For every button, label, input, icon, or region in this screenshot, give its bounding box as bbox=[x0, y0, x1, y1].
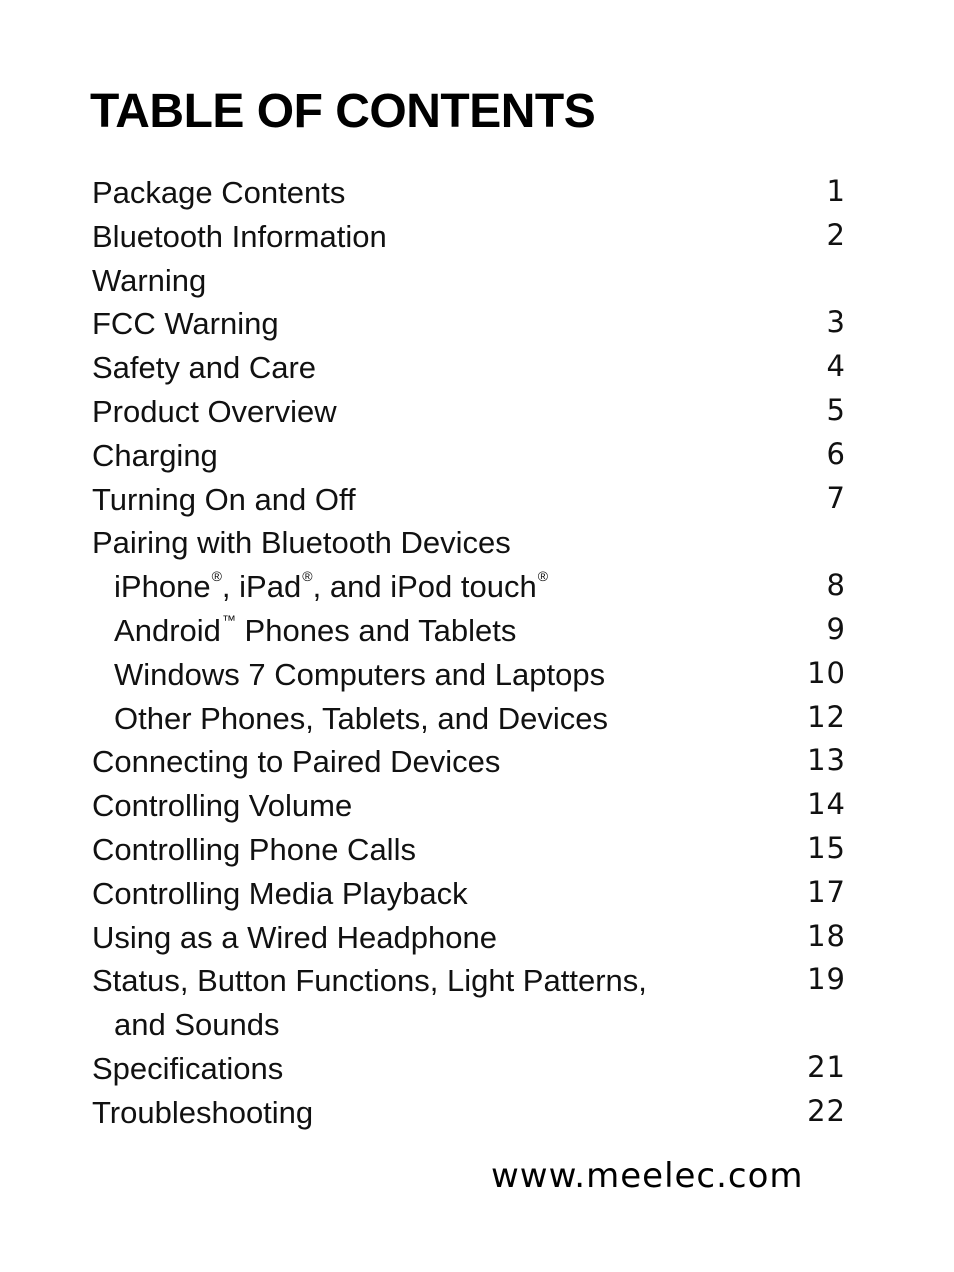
toc-entry-label: Other Phones, Tablets, and Devices bbox=[114, 700, 608, 736]
toc-entry-label: Android™ Phones and Tablets bbox=[114, 611, 517, 648]
toc-entry-label: Windows 7 Computers and Laptops bbox=[114, 656, 606, 692]
toc-entry bbox=[92, 390, 862, 434]
toc-entry-label: Controlling Phone Calls bbox=[92, 831, 416, 867]
toc-entry bbox=[92, 171, 862, 215]
toc-entry-page-number: 5 bbox=[826, 392, 846, 427]
toc-entry-page-number: 10 bbox=[807, 655, 846, 690]
registered-trademark-mark: ® bbox=[211, 568, 222, 585]
toc-entry-label: Product Overview bbox=[92, 393, 337, 429]
toc-entry bbox=[92, 434, 862, 478]
toc-entry bbox=[92, 1047, 862, 1091]
toc-entry-label: Status, Button Functions, Light Patterns, bbox=[92, 963, 647, 999]
toc-entry-label: Pairing with Bluetooth Devices bbox=[92, 525, 511, 561]
toc-entry bbox=[92, 653, 862, 697]
toc-entry-page-number: 19 bbox=[807, 962, 846, 997]
toc-entry-label: Specifications bbox=[92, 1050, 284, 1086]
toc-entry-page-number: 6 bbox=[826, 436, 846, 471]
toc-entry-page-number: 8 bbox=[826, 568, 846, 603]
toc-entry-label: Safety and Care bbox=[92, 350, 317, 386]
toc-entry-label: Turning On and Off bbox=[92, 481, 356, 517]
toc-entry bbox=[92, 959, 862, 1003]
toc-entry-page-number: 12 bbox=[807, 699, 846, 734]
toc-entry bbox=[92, 346, 862, 390]
toc-entry-label: Controlling Volume bbox=[92, 788, 353, 824]
toc-entry bbox=[92, 697, 862, 741]
toc-entry bbox=[92, 1003, 862, 1047]
toc-entry bbox=[92, 828, 862, 872]
toc-entry-label: Warning bbox=[92, 262, 207, 298]
toc-entry-page-number: 2 bbox=[826, 217, 846, 252]
toc-entry-label: iPhone®, iPad®, and iPod touch® bbox=[114, 568, 549, 605]
toc-entry-label: Troubleshooting bbox=[92, 1094, 314, 1130]
toc-entry-page-number: 15 bbox=[807, 830, 846, 865]
toc-entry bbox=[92, 565, 862, 609]
page-title: TABLE OF CONTENTS bbox=[90, 85, 596, 138]
toc-entry-page-number: 1 bbox=[826, 174, 846, 208]
table-of-contents bbox=[92, 171, 862, 1135]
toc-entry bbox=[92, 740, 862, 784]
toc-entry-page-number: 18 bbox=[807, 918, 846, 953]
toc-entry bbox=[92, 1091, 862, 1135]
toc-entry-page-number: 13 bbox=[807, 743, 846, 778]
toc-entry bbox=[92, 478, 862, 522]
toc-entry bbox=[92, 215, 862, 259]
toc-entry-label: Controlling Media Playback bbox=[92, 875, 468, 911]
toc-entry-label: Charging bbox=[92, 437, 218, 473]
toc-entry bbox=[92, 872, 862, 916]
toc-entry bbox=[92, 521, 862, 565]
toc-entry-label: Connecting to Paired Devices bbox=[92, 744, 501, 780]
toc-entry bbox=[92, 916, 862, 960]
toc-entry-label: Package Contents bbox=[92, 175, 346, 210]
toc-entry-page-number: 7 bbox=[826, 480, 846, 515]
toc-entry bbox=[92, 784, 862, 828]
toc-entry bbox=[92, 302, 862, 346]
registered-trademark-mark: ® bbox=[537, 568, 549, 585]
trademark-mark: ™ bbox=[221, 611, 236, 628]
toc-entry-page-number: 14 bbox=[807, 787, 846, 822]
toc-entry-page-number: 22 bbox=[807, 1093, 846, 1128]
toc-entry-page-number: 3 bbox=[826, 305, 846, 340]
toc-entry bbox=[92, 259, 862, 303]
toc-entry-label: Using as a Wired Headphone bbox=[92, 919, 497, 955]
toc-entry-page-number: 9 bbox=[826, 611, 846, 646]
toc-entry-page-number: 17 bbox=[807, 874, 846, 909]
toc-entry-label: and Sounds bbox=[114, 1007, 280, 1043]
toc-entry-page-number: 21 bbox=[807, 1049, 846, 1084]
footer-website-url: www.meelec.com bbox=[491, 1156, 804, 1196]
toc-entry-page-number: 4 bbox=[826, 349, 846, 384]
toc-entry bbox=[92, 609, 862, 653]
registered-trademark-mark: ® bbox=[302, 568, 313, 585]
toc-entry-label: FCC Warning bbox=[92, 306, 279, 342]
toc-entry-label: Bluetooth Information bbox=[92, 218, 387, 254]
